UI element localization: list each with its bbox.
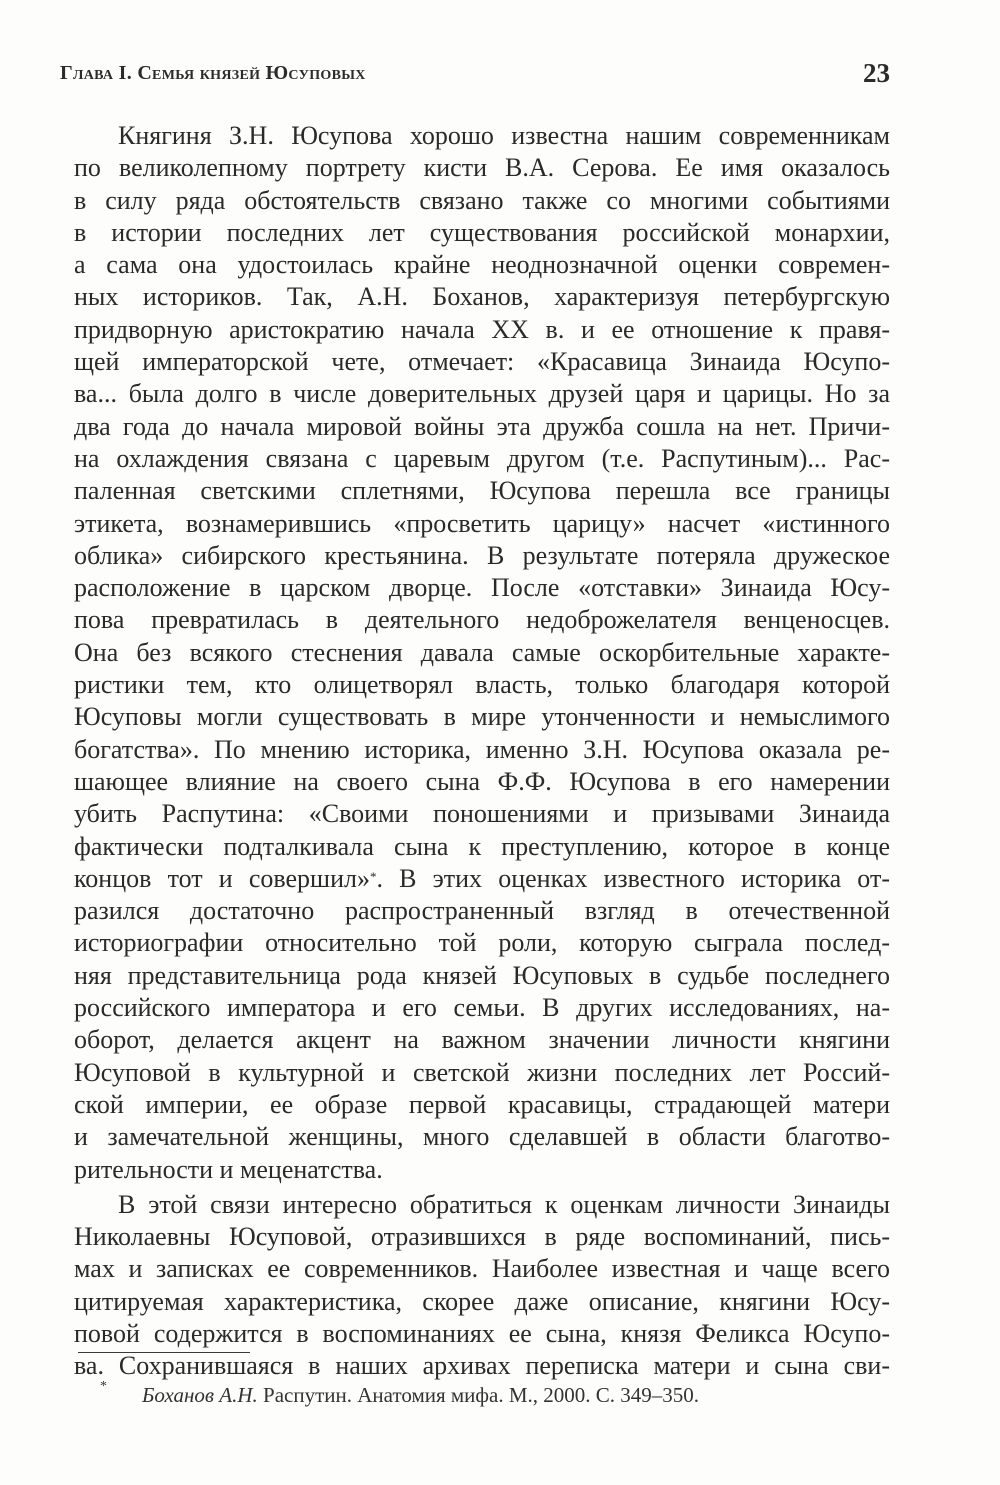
text-line: ва. Сохранившаяся в наших архивах переписка матери и сына сви- <box>74 1351 890 1381</box>
main-text <box>74 120 890 1383</box>
footnote-citation: Распутин. Анатомия мифа. М., 2000. С. 349–350. <box>257 1383 700 1407</box>
text-fragment: . В этих оценках известного историка от- <box>376 863 890 893</box>
text-line: В этой связи интересно обратиться к оценкам личности Зинаиды <box>118 1189 890 1219</box>
text-line: Она без всякого стеснения давала самые оскорбительные характе- <box>74 637 890 667</box>
text-line: Юсуповой в культурной и светской жизни последних лет Россий- <box>74 1057 890 1087</box>
text-line: богатства». По мнению историка, именно З.Н. Юсупова оказала ре- <box>74 734 890 764</box>
text-line: оборот, делается акцент на важном значении личности княгини <box>74 1025 890 1055</box>
text-fragment: концов тот и совершил» <box>74 863 370 893</box>
text-line: ристики тем, кто олицетворял власть, только благодаря которой <box>74 670 890 700</box>
text-line: разился достаточно распространенный взгляд в отечественной <box>74 896 890 926</box>
text-line: облика» сибирского крестьянина. В результате потеряла дружеское <box>74 540 890 570</box>
chapter-running-title: Глава I. Семья князей Юсуповых <box>60 62 366 84</box>
text-line: убить Распутина: «Своими поношениями и призывами Зинаида <box>74 799 890 829</box>
text-line: рительности и меценатства. <box>74 1154 383 1184</box>
text-line: повой содержится в воспоминаниях ее сына, князя Феликса Юсупо- <box>74 1318 890 1348</box>
footnote-reference[interactable]: * <box>369 868 377 884</box>
text-line: ва... была долго в числе доверительных друзей царя и царицы. Но за <box>74 379 890 409</box>
text-line: два года до начала мировой войны эта дружба сошла на нет. Причи- <box>74 411 890 441</box>
text-line: и замечательной женщины, много сделавшей в области благотво- <box>74 1122 890 1152</box>
text-line: этикета, вознамерившись «просветить царицу» насчет «истинного <box>74 508 890 538</box>
text-line: щей императорской чете, отмечает: «Красавица Зинаида Юсупо- <box>74 347 890 377</box>
text-line: Николаевны Юсуповой, отразившихся в ряде воспоминаний, пись- <box>74 1222 890 1252</box>
text-line: придворную аристократию начала XX в. и ее отношение к правя- <box>74 314 890 344</box>
footnote-mark: * <box>100 1379 107 1394</box>
text-line-with-footnote-ref <box>74 863 890 895</box>
text-line: пова превратилась в деятельного недоброжелателя венценосцев. <box>74 605 890 635</box>
text-line: паленная светскими сплетнями, Юсупова перешла все границы <box>74 476 890 506</box>
text-line: Юсуповы могли существовать в мире утонченности и немыслимого <box>74 702 890 732</box>
text-line: в истории последних лет существования российской монархии, <box>74 217 890 247</box>
text-line: цитируемая характеристика, скорее даже описание, княгини Юсу- <box>74 1286 890 1316</box>
text-line: на охлаждения связана с царевым другом (т.е. Распутиным)... Рас- <box>74 443 890 473</box>
footnote-text <box>142 1383 699 1408</box>
text-line: фактически подталкивала сына к преступлению, которое в конце <box>74 831 890 861</box>
text-line: в силу ряда обстоятельств связано также со многими событиями <box>74 185 890 215</box>
text-line: а сама она удостоилась крайне неоднозначной оценки современ- <box>74 250 890 280</box>
text-line: мах и записках ее современников. Наиболее известная и чаще всего <box>74 1254 890 1284</box>
text-line: расположение в царском дворце. После «отставки» Зинаида Юсу- <box>74 573 890 603</box>
text-line: историографии относительно той роли, которую сыграла послед- <box>74 928 890 958</box>
running-head <box>60 58 890 98</box>
footnote-author: Боханов А.Н. <box>142 1383 258 1407</box>
text-line: Княгиня З.Н. Юсупова хорошо известна нашим современникам <box>118 121 890 150</box>
text-line: ской империи, ее образе первой красавицы, страдающей матери <box>74 1089 890 1119</box>
text-line: няя представительница рода князей Юсуповых в судьбе последнего <box>74 960 890 990</box>
footnote-divider <box>78 1352 250 1353</box>
text-line: российского императора и его семьи. В других исследованиях, на- <box>74 993 890 1023</box>
text-line: по великолепному портрету кисти В.А. Серова. Ее имя оказалось <box>74 153 890 183</box>
page-number: 23 <box>863 58 890 88</box>
text-line: шающее влияние на своего сына Ф.Ф. Юсупова в его намерении <box>74 766 890 796</box>
text-line: ных историков. Так, А.Н. Боханов, характеризуя петербургскую <box>74 282 890 312</box>
